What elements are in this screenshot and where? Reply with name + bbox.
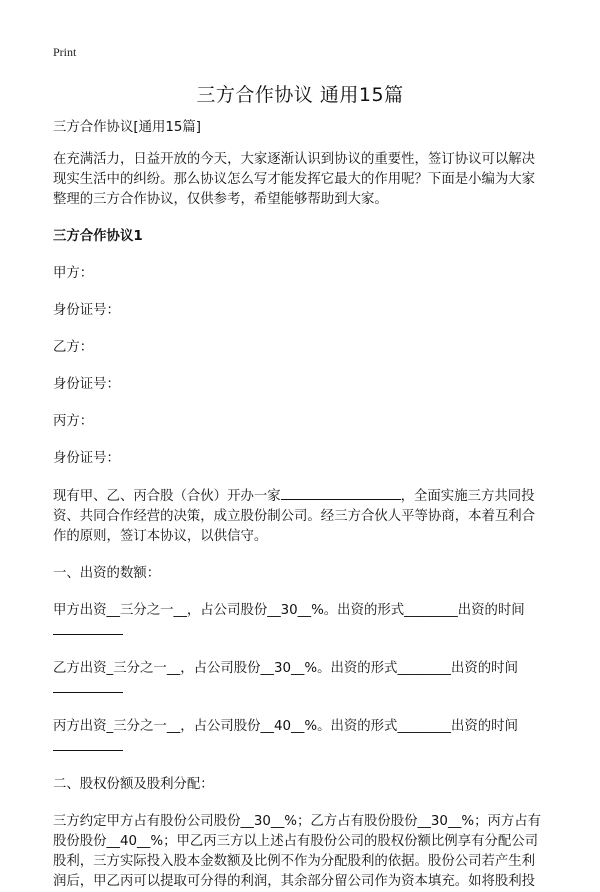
document-subtitle: 三方合作协议[通用15篇]	[53, 120, 202, 135]
contribution-party-b-time	[53, 679, 548, 700]
agreement-paragraph	[53, 486, 548, 547]
agreement-text-end: ，全面实施三方共同投资、共同合作经营的决策，成立股份制公司。经三方合伙人平等协商，本着互利合作的原则，签订本协议，以供信守。	[53, 489, 536, 544]
company-name-blank	[281, 486, 401, 500]
contribution-party-c: 丙方出资_三分之一__，占公司股份__40__%。出资的形式________出资的时间	[53, 719, 518, 734]
party-c-label: 丙方：	[53, 414, 94, 429]
document-title: 三方合作协议 通用15篇	[196, 84, 404, 106]
clause-2-title: 二、股权份额及股利分配：	[53, 777, 214, 792]
time-blank	[53, 621, 123, 635]
party-b-id-label: 身份证号：	[53, 377, 120, 392]
agreement-text-start: 现有甲、乙、丙合股（合伙）开办一家	[53, 489, 281, 504]
party-a-id-label: 身份证号：	[53, 303, 120, 318]
intro-paragraph: 在充满活力，日益开放的今天，大家逐渐认识到协议的重要性，签订协议可以解决现实生活中的纠纷。那么协议怎么写才能发挥它最大的作用呢？下面是小编为大家整理的三方合作协议，仅供参考，希望能够帮助到大家。	[53, 152, 536, 207]
contribution-party-a-time	[53, 621, 548, 642]
contribution-party-a: 甲方出资__三分之一__，占公司股份__30__%。出资的形式________出资的时间	[53, 603, 525, 618]
contribution-party-b: 乙方出资_三分之一__，占公司股份__30__%。出资的形式________出资的时间	[53, 661, 518, 676]
party-a-label: 甲方：	[53, 266, 94, 281]
print-link[interactable]: Print	[53, 45, 77, 59]
section-heading: 三方合作协议1	[53, 229, 143, 244]
party-b-label: 乙方：	[53, 340, 94, 355]
time-blank	[53, 737, 123, 751]
document-body	[53, 118, 548, 892]
time-blank	[53, 679, 123, 693]
contribution-party-c-time	[53, 737, 548, 758]
clause-2-paragraph: 三方约定甲方占有股份公司股份__30__%；乙方占有股份股份__30__%；丙方占有股份股份__40__%；甲乙丙三方以上述占有股份公司的股权份额比例享有分配公司股利，三方实际投入股本金数额及比例不作为分配股利的依据。股份公司若产生利润后，甲乙丙可以提取可分得的利润，其余部分留公司作为资本填充。如将股利投	[53, 814, 542, 889]
clause-1-title: 一、出资的数额：	[53, 566, 161, 581]
party-c-id-label: 身份证号：	[53, 451, 120, 466]
